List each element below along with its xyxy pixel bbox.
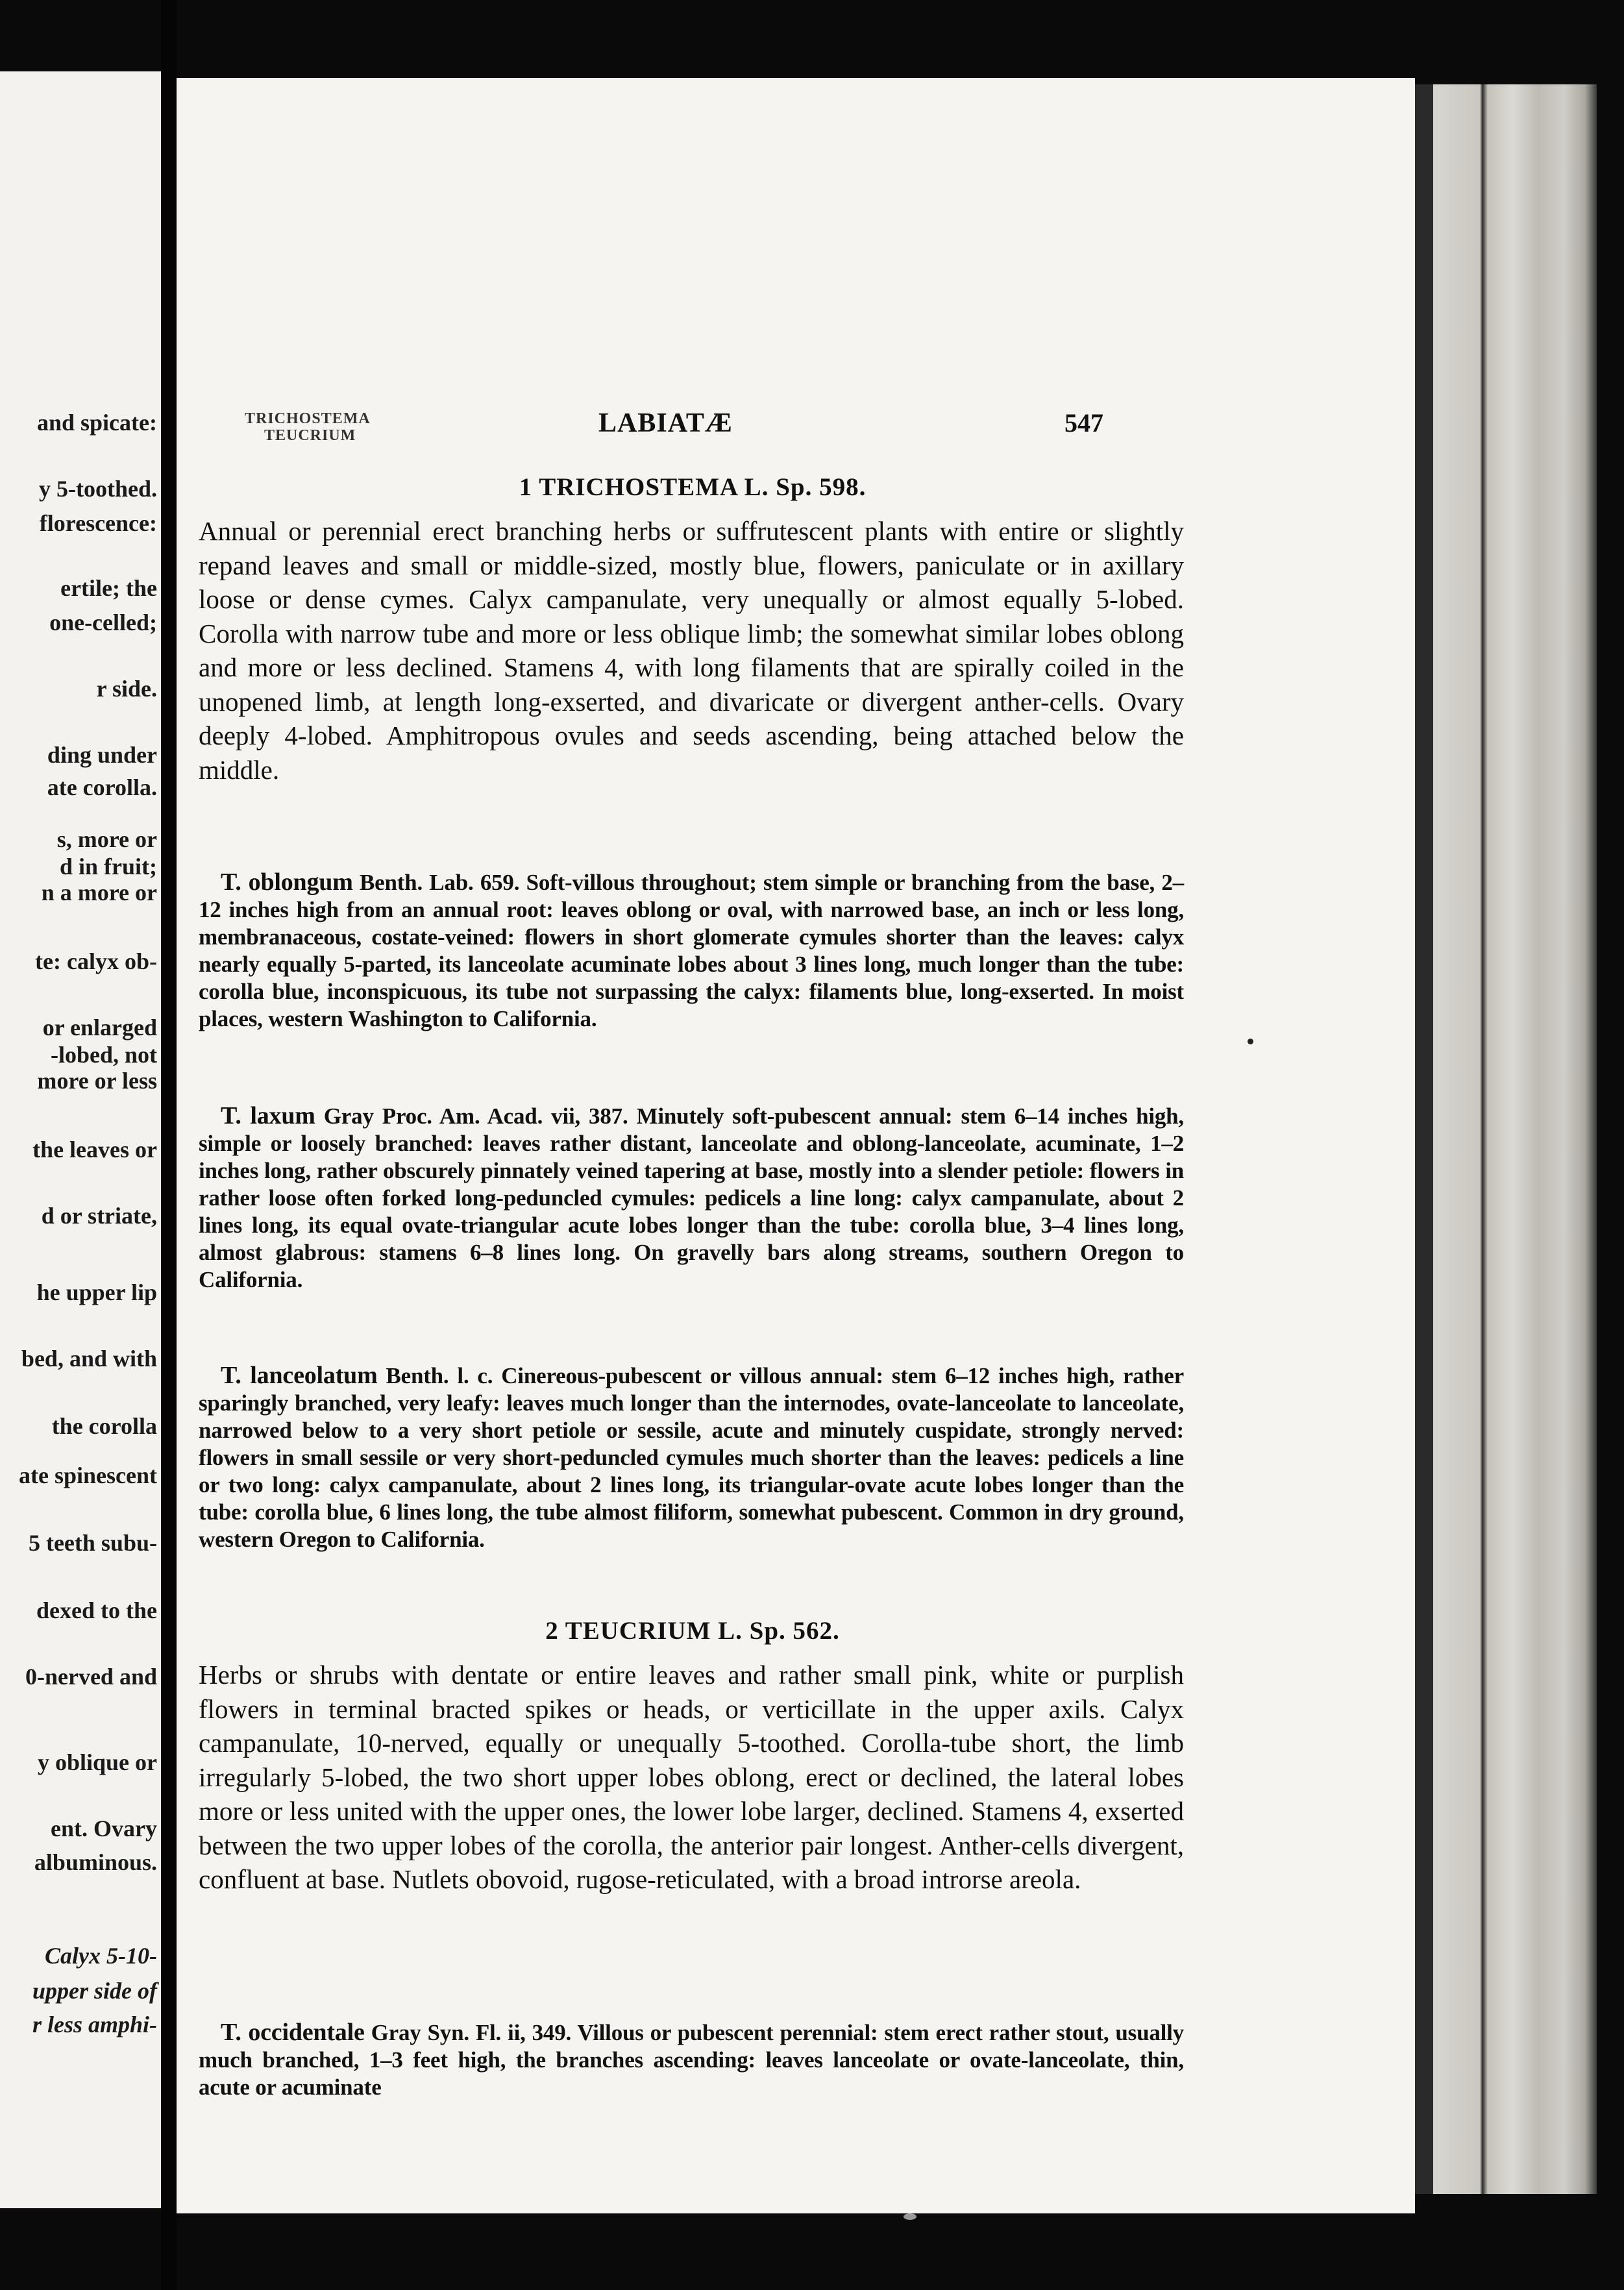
book-page	[177, 78, 1415, 2213]
left-page-line: more or less	[37, 1068, 157, 1094]
left-page-line: ent. Ovary	[51, 1816, 157, 1841]
left-page-line: ertile; the	[60, 575, 157, 601]
species-name: T. lanceolatum	[221, 1362, 378, 1389]
genus-heading: 2 TEUCRIUM L. Sp. 562.	[545, 1617, 840, 1645]
species-description: Benth. l. c. Cinereous-pubescent or villous annual: stem 6–12 inches high, rather sparingly branched, very leafy: leaves much longer than the internodes, ovate-lanceolate to lanceolate, narrowed below to a very short petiole or sessile, acute and minutely cuspidate, strongly nerved: flowers in small sessile or very short-peduncled cymules much shorter than the leaves: pedicels a line or two long: calyx campanulate, about 2 lines long, its triangular-ovate acute lobes longer than the tube: corolla blue, 6 lines long, the tube almost filiform, somewhat pubescent. Common in dry ground, western Oregon to California.	[199, 1363, 1184, 1552]
left-page-line: 0-nerved and	[25, 1664, 157, 1690]
page-number: 547	[1064, 408, 1103, 437]
genus-description: Herbs or shrubs with dentate or entire leaves and rather small pink, white or purplish flowers in terminal bracted spikes or heads, or verticillate in the upper axils. Calyx campanulate, 10-nerved, equally or unequally 5-toothed. Corolla-tube short, the limb irregularly 5-lobed, the two short upper lobes oblong, erect or declined, the lateral lobes more or less united with the upper ones, the lower lobe larger, declined. Stamens 4, exserted between the two upper lobes of the corolla, the anterior pair longest. Anther-cells divergent, confluent at base. Nutlets obovoid, rugose-reticulated, with a broad introrse areola.	[199, 1660, 1184, 1894]
left-page-line: ding under	[47, 742, 157, 768]
left-page-line: ate corolla.	[47, 774, 157, 800]
left-page-line: Calyx 5-10-	[45, 1943, 157, 1969]
running-head-topics	[245, 410, 371, 444]
left-page-line: d or striate,	[41, 1203, 157, 1229]
left-page-line: n a more or	[41, 880, 157, 905]
species-description: Gray Syn. Fl. ii, 349. Villous or pubescent perennial: stem erect rather stout, usually much branched, 1–3 feet high, the branches ascending: leaves lanceolate or ovate-lanceolate, thin, acute or acuminate	[199, 2020, 1184, 2100]
running-head-topic: TEUCRIUM	[264, 427, 356, 444]
species-description: Gray Proc. Am. Acad. vii, 387. Minutely soft-pubescent annual: stem 6–14 inches high, simple or loosely branched: leaves rather distant, lanceolate and oblong-lanceolate, acuminate, 1–2 inches long, rather obscurely pinnately veined tapering at base, mostly into a slender petiole: flowers in rather loose often forked long-peduncled cymules: pedicels a line long: calyx campanulate, about 2 lines long, its equal ovate-triangular acute lobes longer than the tube: corolla blue, 3–4 lines long, almost glabrous: stamens 6–8 lines long. On gravelly bars along streams, southern Oregon to California.	[199, 1103, 1184, 1292]
left-page-line: the leaves or	[32, 1137, 157, 1163]
left-page-line: r less amphi-	[32, 2012, 157, 2038]
left-page-line: and spicate:	[36, 410, 157, 436]
species-name: T. occidentale	[221, 2019, 365, 2046]
species-entry	[199, 1102, 1184, 1294]
page-edges	[1415, 84, 1597, 2194]
species-name: T. oblongum	[221, 868, 353, 896]
left-page-line: ate spinescent	[19, 1462, 157, 1488]
book-gutter	[161, 0, 177, 2290]
left-page-line: one-celled;	[49, 609, 157, 635]
left-page-line: florescence:	[39, 510, 157, 536]
left-page-line: d in fruit;	[59, 854, 157, 880]
running-head-title: LABIATÆ	[598, 408, 733, 438]
species-entry	[199, 1362, 1184, 1553]
left-page-line: te: calyx ob-	[35, 948, 157, 974]
ink-speck	[904, 2213, 917, 2220]
left-page-line: dexed to the	[36, 1597, 157, 1623]
running-head-topic: TRICHOSTEMA	[245, 410, 371, 427]
species-description: Benth. Lab. 659. Soft-villous throughout; stem simple or branching from the base, 2–12 inches high from an annual root: leaves oblong or oval, with narrowed base, an inch or less long, membranaceous, costate-veined: flowers in short glomerate cymules shorter than the leaves: calyx nearly equally 5-parted, its lanceolate acuminate lobes about 3 lines long, much longer than the tube: corolla blue, inconspicuous, its tube not surpassing the calyx: filaments blue, long-exserted. In moist places, western Washington to California.	[199, 870, 1184, 1031]
left-page-line: he upper lip	[36, 1279, 157, 1305]
species-name: T. laxum	[221, 1102, 315, 1129]
left-page-line: r side.	[96, 676, 157, 702]
left-page-line: s, more or	[56, 826, 157, 852]
left-page-line: 5 teeth subu-	[28, 1530, 157, 1556]
left-page-line: the corolla	[51, 1413, 157, 1439]
running-head	[177, 408, 1415, 447]
left-page-line: -lobed, not	[50, 1042, 157, 1068]
left-page-line: y 5-toothed.	[39, 476, 157, 502]
left-page-line: upper side of	[32, 1978, 157, 2004]
ink-speck	[1248, 1039, 1253, 1044]
left-page-line: or enlarged	[42, 1015, 157, 1040]
genus-heading: 1 TRICHOSTEMA L. Sp. 598.	[519, 473, 867, 501]
left-page-line: albuminous.	[34, 1849, 157, 1875]
genus-description: Annual or perennial erect branching herbs or suffrutescent plants with entire or slightly repand leaves and small or middle-sized, mostly blue, flowers, paniculate or in axillary loose or dense cymes. Calyx campanulate, very unequally or almost equally 5-lobed. Corolla with narrow tube and more or less oblique limb; the somewhat similar lobes oblong and more or less declined. Stamens 4, with long filaments that are spirally coiled in the unopened limb, at length long-exserted, and divaricate or divergent anther-cells. Ovary deeply 4-lobed. Amphitropous ovules and seeds ascending, being attached below the middle.	[199, 516, 1184, 785]
left-page-line: y oblique or	[37, 1749, 157, 1775]
left-page-line: bed, and with	[21, 1346, 157, 1372]
species-entry	[199, 2019, 1184, 2101]
species-entry	[199, 868, 1184, 1033]
left-page-fragment	[0, 71, 161, 2208]
